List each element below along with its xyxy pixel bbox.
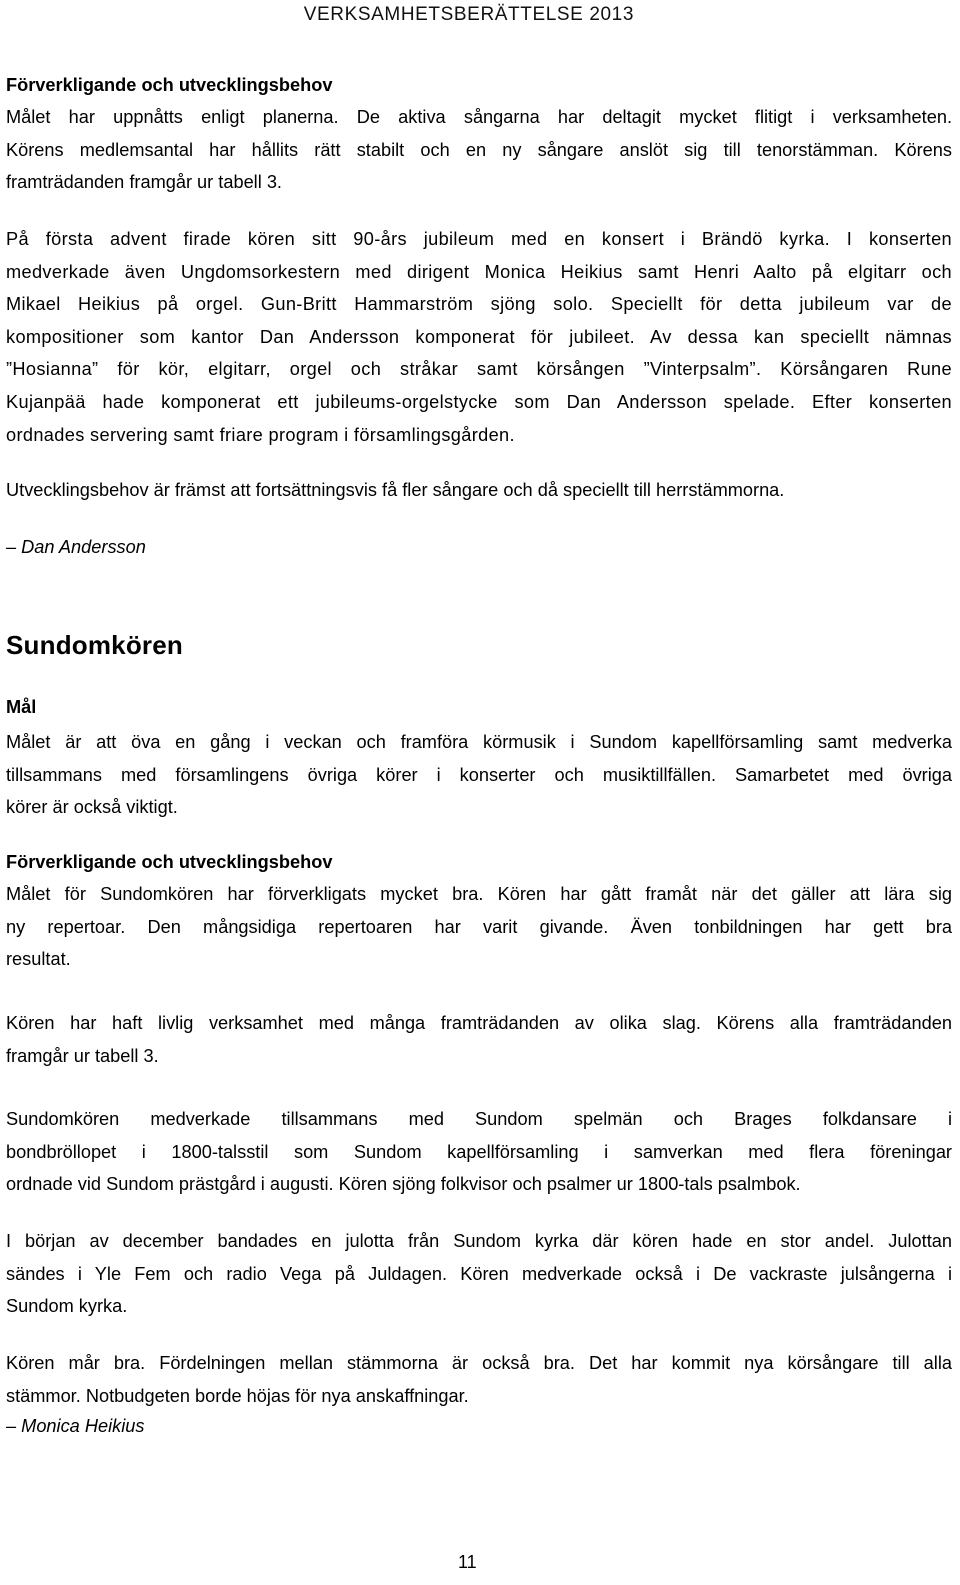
text-line: Kören mår bra. Fördelningen mellan stämmorna är också bra. Det har kommit nya körsångare till alla	[6, 1353, 952, 1373]
paragraph-jubilee	[6, 223, 952, 451]
page-number: 11	[458, 1552, 477, 1572]
paragraph-performances	[6, 1007, 952, 1072]
text-line: I början av december bandades en julotta från Sundom kyrka där kören hade en stor andel. Julottan	[6, 1231, 952, 1251]
signature-monica-heikius: – Monica Heikius	[6, 1416, 145, 1436]
text-line: Kören har haft livlig verksamhet med många framträdanden av olika slag. Körens alla framträdanden	[6, 1013, 952, 1033]
text-line: På första advent firade kören sitt 90-års jubileum med en konsert i Brändö kyrka. I konserten	[6, 229, 952, 249]
document-header: VERKSAMHETSBERÄTTELSE 2013	[303, 4, 634, 25]
section-heading-development-2: Förverkligande och utvecklingsbehov	[6, 852, 333, 872]
paragraph-goal	[6, 726, 952, 824]
paragraph-development	[6, 878, 952, 976]
text-line: ordnade vid Sundom prästgård i augusti. Kören sjöng folkvisor och psalmer ur 1800-tals psalmbok.	[6, 1174, 801, 1195]
paragraph-wedding	[6, 1103, 952, 1201]
paragraph-goal-status	[6, 101, 952, 199]
text-line: Sundomkören medverkade tillsammans med Sundom spelmän och Brages folkdansare i	[6, 1109, 952, 1129]
text-line: framträdanden framgår ur tabell 3.	[6, 172, 282, 193]
section-heading-development: Förverkligande och utvecklingsbehov	[6, 75, 333, 95]
text-line: medverkade även Ungdomsorkestern med dirigent Monica Heikius samt Henri Aalto på elgitarr och	[6, 261, 952, 282]
text-line: tillsammans med församlingens övriga körer i konserter och musiktillfällen. Samarbetet med övriga	[6, 764, 952, 785]
text-line: kompositioner som kantor Dan Andersson komponerat för jubileet. Av dessa kan speciellt nämnas	[6, 326, 952, 347]
paragraph-status	[6, 1347, 952, 1412]
section-heading-goal: Mål	[6, 697, 37, 717]
section-title-sundomkoren: Sundomkören	[6, 630, 183, 660]
text-line: Målet för Sundomkören har förverkligats mycket bra. Kören har gått framåt när det gäller att lära sig	[6, 884, 952, 904]
paragraph-christmas	[6, 1225, 952, 1323]
text-line: ordnades servering samt friare program i församlingsgården.	[6, 424, 515, 445]
text-line: ny repertoar. Den mångsidiga repertoaren har varit givande. Även tonbildningen har gett bra	[6, 916, 952, 937]
paragraph-development-needs: Utvecklingsbehov är främst att fortsättningsvis få fler sångare och då speciellt till herrstämmorna.	[6, 480, 785, 500]
signature-dan-andersson: – Dan Andersson	[6, 537, 146, 557]
text-line: Målet har uppnåtts enligt planerna. De aktiva sångarna har deltagit mycket flitigt i verksamheten.	[6, 107, 952, 127]
text-line: stämmor. Notbudgeten borde höjas för nya anskaffningar.	[6, 1385, 469, 1406]
text-line: framgår ur tabell 3.	[6, 1045, 159, 1066]
text-line: Sundom kyrka.	[6, 1296, 128, 1317]
text-line: bondbröllopet i 1800-talsstil som Sundom kapellförsamling i samverkan med flera föreningar	[6, 1141, 952, 1162]
text-line: resultat.	[6, 949, 71, 970]
text-line: Kujanpää hade komponerat ett jubileums-orgelstycke som Dan Andersson spelade. Efter konserten	[6, 391, 952, 412]
text-line: Körens medlemsantal har hållits rätt stabilt och en ny sångare anslöt sig till tenorstämman. Körens	[6, 139, 952, 160]
text-line: Målet är att öva en gång i veckan och framföra körmusik i Sundom kapellförsamling samt medverka	[6, 732, 952, 752]
text-line: Mikael Heikius på orgel. Gun-Britt Hammarström sjöng solo. Speciellt för detta jubileum var de	[6, 294, 952, 315]
text-line: ”Hosianna” för kör, elgitarr, orgel och stråkar samt körsången ”Vinterpsalm”. Körsångaren Rune	[6, 359, 952, 380]
text-line: körer är också viktigt.	[6, 797, 178, 818]
text-line: sändes i Yle Fem och radio Vega på Juldagen. Kören medverkade också i De vackraste julsångerna i	[6, 1263, 952, 1284]
